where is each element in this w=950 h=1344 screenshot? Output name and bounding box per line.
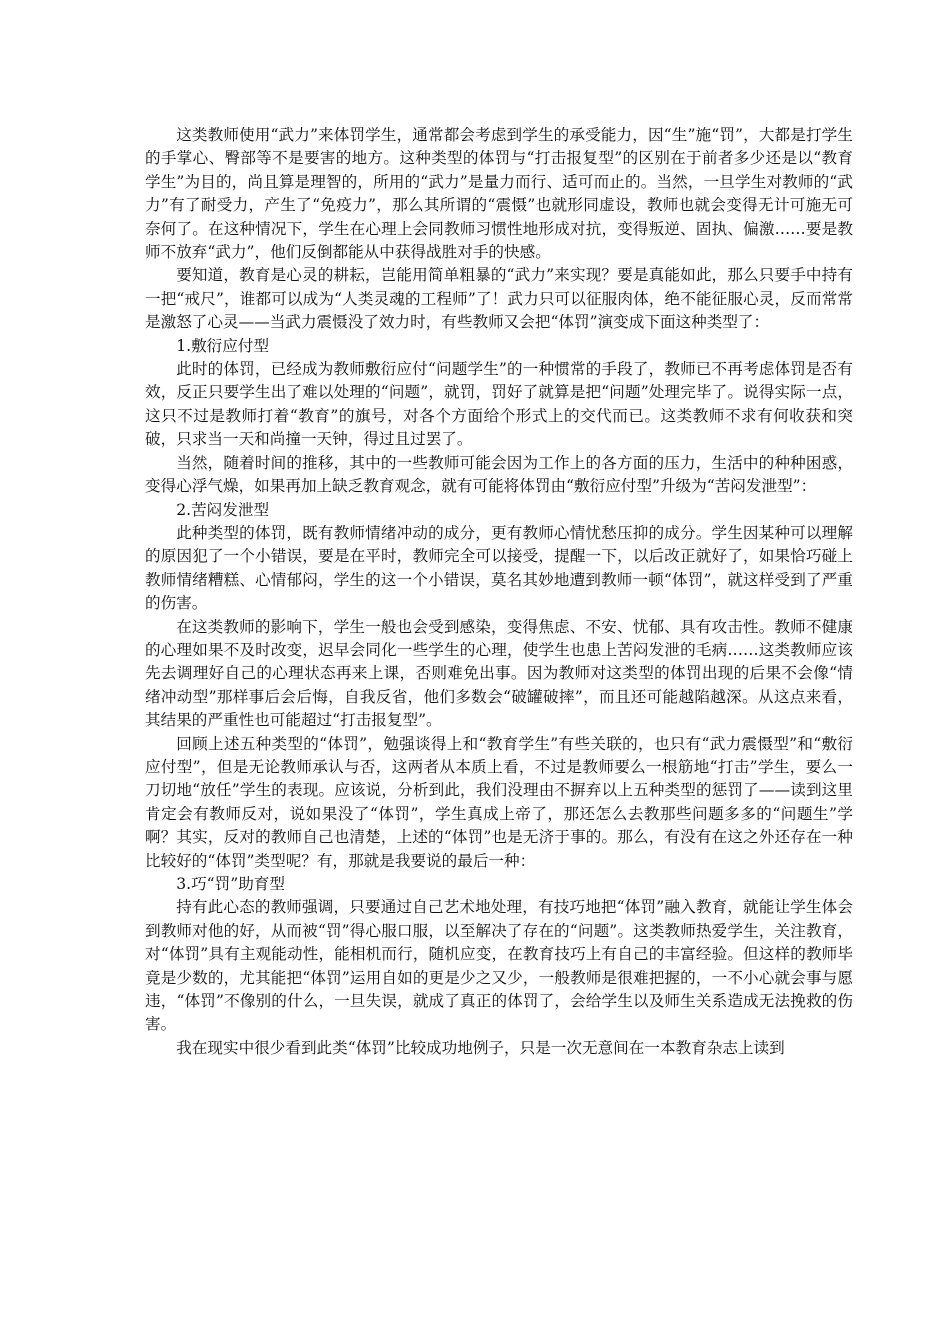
paragraph-clever-punishment: 持有此心态的教师强调，只要通过自己艺术地处理，有技巧地把“体罚”融入教育，就能让学生体会到教师对他的好，从而被“罚”得心服口服，以至解决了存在的“问题”。这类教师热爱学生，关注教育，对“体罚”具有主观能动性，能相机而行，随机应变，在教育技巧上有自己的丰富经验。但这样的教师毕竟是少数的，尤其能把“体罚”运用自如的更是少之又少，一般教师是很难把握的，一不小心就会事与愿违，“体罚”不像别的什么，一旦失误，就成了真正的体罚了，会给学生以及师生关系造成无法挽救的伤害。 [145, 898, 853, 1034]
section-heading-clever-punishment: 3.巧“罚”助育型 [176, 875, 285, 893]
paragraph-perfunctory: 此时的体罚，已经成为教师敷衍应付“问题学生”的一种惯常的手段了，教师已不再考虑体罚是否有效，反正只要学生出了难以处理的“问题”，就罚，罚好了就算是把“问题”处理完毕了。说得实际一点，这只不过是教师打着“教育”的旗号，对各个方面给个形式上的交代而已。这类教师不求有何收获和突破，只求当一天和尚撞一天钟，得过且过罢了。 [145, 360, 853, 449]
paragraph-example: 我在现实中很少看到此类“体罚”比较成功地例子，只是一次无意间在一本教育杂志上读到 [176, 1038, 785, 1057]
paragraph-venting: 此种类型的体罚，既有教师情绪冲动的成分，更有教师心情忧愁压抑的成分。学生因某种可以理解的原因犯了一个小错误，要是在平时，教师完全可以接受，提醒一下，以后改正就好了，如果恰巧碰上教师情绪糟糕、心情郁闷，学生的这一个小错误，莫名其妙地遭到教师一顿“体罚”，就这样受到了严重的伤害。 [145, 523, 853, 613]
paragraph-martial-force: 这类教师使用“武力”来体罚学生，通常都会考虑到学生的承受能力，因“生”施“罚”，大都是打学生的手掌心、臀部等不是要害的地方。这种类型的体罚与“打击报复型”的区别在于前者多少还是以“教育学生”为目的，尚且算是理智的，所用的“武力”是量力而行、适可而止的。当然，一旦学生对教师的“武力”有了耐受力，产生了“免疫力”，那么其所谓的“震慑”也就形同虚设，教师也就会变得无计可施无可奈何了。在这种情况下，学生在心理上会同教师习惯性地形成对抗，变得叛逆、固执、偏激……要是教师不放弃“武力”，他们反倒都能从中获得战胜对手的快感。 [145, 126, 853, 262]
paragraph-review: 回顾上述五种类型的“体罚”，勉强谈得上和“教育学生”有些关联的，也只有“武力震慑型”和“敷衍应付型”，但是无论教师承认与否，这两者从本质上看，不过是教师要么一根筋地“打击”学生，要么一刀切地“放任”学生的表现。应该说，分析到此，我们没理由不摒弃以上五种类型的惩罚了——读到这里肯定会有教师反对，说如果没了“体罚”，学生真成上帝了，那还怎么去教那些问题多多的“问题生”学啊？其实，反对的教师自己也清楚，上述的“体罚”也是无济于事的。那么，有没有在这之外还存在一种比较好的“体罚”类型呢？有，那就是我要说的最后一种： [145, 734, 853, 870]
paragraph-influence: 在这类教师的影响下，学生一般也会受到感染，变得焦虑、不安、忧郁、具有攻击性。教师不健康的心理如果不及时改变，迟早会同化一些学生的心理，使学生也患上苦闷发泄的毛病……这类教师应该先去调理好自己的心理状态再来上课，否则难免出事。因为教师对这类型的体罚出现的后果不会像“情绪冲动型”那样事后会后悔，自我反省，他们多数会“破罐破摔”，而且还可能越陷越深。从这点来看，其结果的严重性也可能超过“打击报复型”。 [145, 617, 853, 730]
paragraph-education-heart: 要知道，教育是心灵的耕耘，岂能用简单粗暴的“武力”来实现？要是真能如此，那么只要手中持有一把“戒尺”，谁都可以成为“人类灵魂的工程师”了！武力只可以征服肉体，绝不能征服心灵，反而常常是激怒了心灵——当武力震慑没了效力时，有些教师又会把“体罚”演变成下面这种类型了： [145, 266, 853, 332]
section-heading-venting: 2.苦闷发泄型 [176, 500, 270, 519]
paragraph-upgrade: 当然，随着时间的推移，其中的一些教师可能会因为工作上的各方面的压力，生活中的种种困惑，变得心浮气燥，如果再加上缺乏教育观念，就有可能将体罚由“敷衍应付型”升级为“苦闷发泄型”： [145, 453, 853, 496]
section-heading-perfunctory: 1.敷衍应付型 [176, 336, 270, 355]
document-page [145, 124, 853, 1060]
